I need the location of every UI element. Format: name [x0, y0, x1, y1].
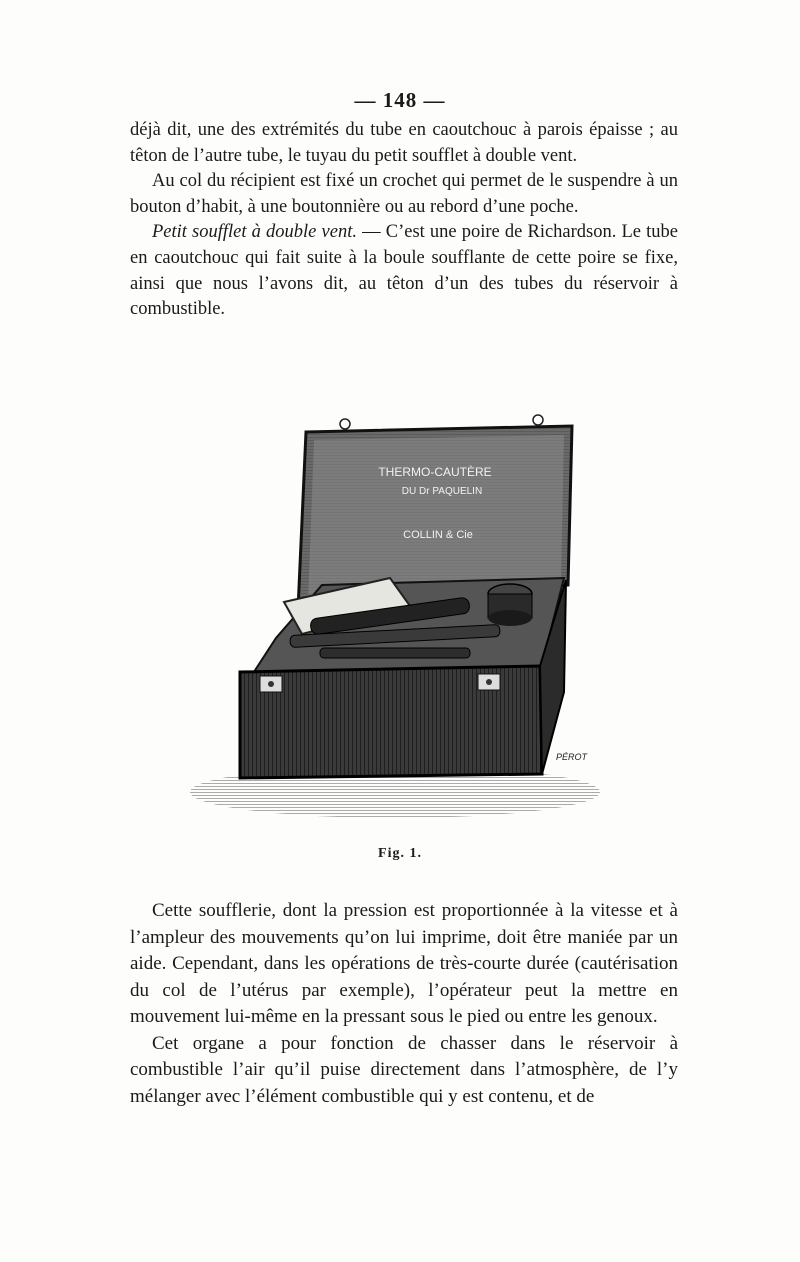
paragraph: [130, 220, 678, 322]
figure-caption: Fig. 1.: [378, 846, 422, 861]
text-block-bottom: [130, 898, 678, 1110]
paragraph: Au col du récipient est fixé un crochet qui permet de le suspendre à un bouton d’habit, à une boutonnière ou au rebord d’une poche.: [130, 171, 678, 217]
cautery-tip: [320, 648, 470, 658]
lid-label-line2: DU Dr PAQUELIN: [401, 486, 483, 497]
lid-label-line1: THERMO-CAUTÈRE: [378, 465, 492, 479]
paragraph-lead: Petit soufflet à double vent.: [152, 222, 357, 243]
lid-label-line3: COLLIN & Cie: [403, 529, 473, 541]
left-clasp: [260, 676, 282, 692]
engraver-signature: PÉROT: [556, 752, 588, 762]
text-block-top: [130, 118, 678, 323]
paragraph: déjà dit, une des extrémités du tube en caoutchouc à parois épaisse ; au têton de l’autre tube, le tuyau du petit soufflet à double vent.: [130, 120, 678, 166]
page-number: — 148 —: [354, 88, 446, 112]
right-clasp: [478, 674, 500, 690]
paragraph: Cet organe a pour fonction de chasser dans le réservoir à combustible l’air qu’il puise directement dans l’atmosphère, de l’y mélanger avec l’élément combustible qui y est contenu, et de: [130, 1032, 678, 1107]
figure-thermocautery-case: [180, 410, 620, 830]
paragraph-body: — C’est une poire de Richardson. Le tube en caoutchouc qui fait suite à la boule soufflante de cette poire se fixe, ainsi que nous l’avons dit, au têton d’un des tubes du réservoir à combustible.: [130, 222, 678, 320]
case-illustration: [180, 410, 620, 830]
paragraph: Cette soufflerie, dont la pression est proportionnée à la vitesse et à l’ampleur des mouvements qu’on lui imprime, doit être maniée par un aide. Cependant, dans les opérations de très-courte durée (cautérisation du col de l’utérus par exemple), l’opérateur peut la mettre en mouvement lui-même en la pressant sous le pied ou entre les genoux.: [130, 900, 678, 1027]
